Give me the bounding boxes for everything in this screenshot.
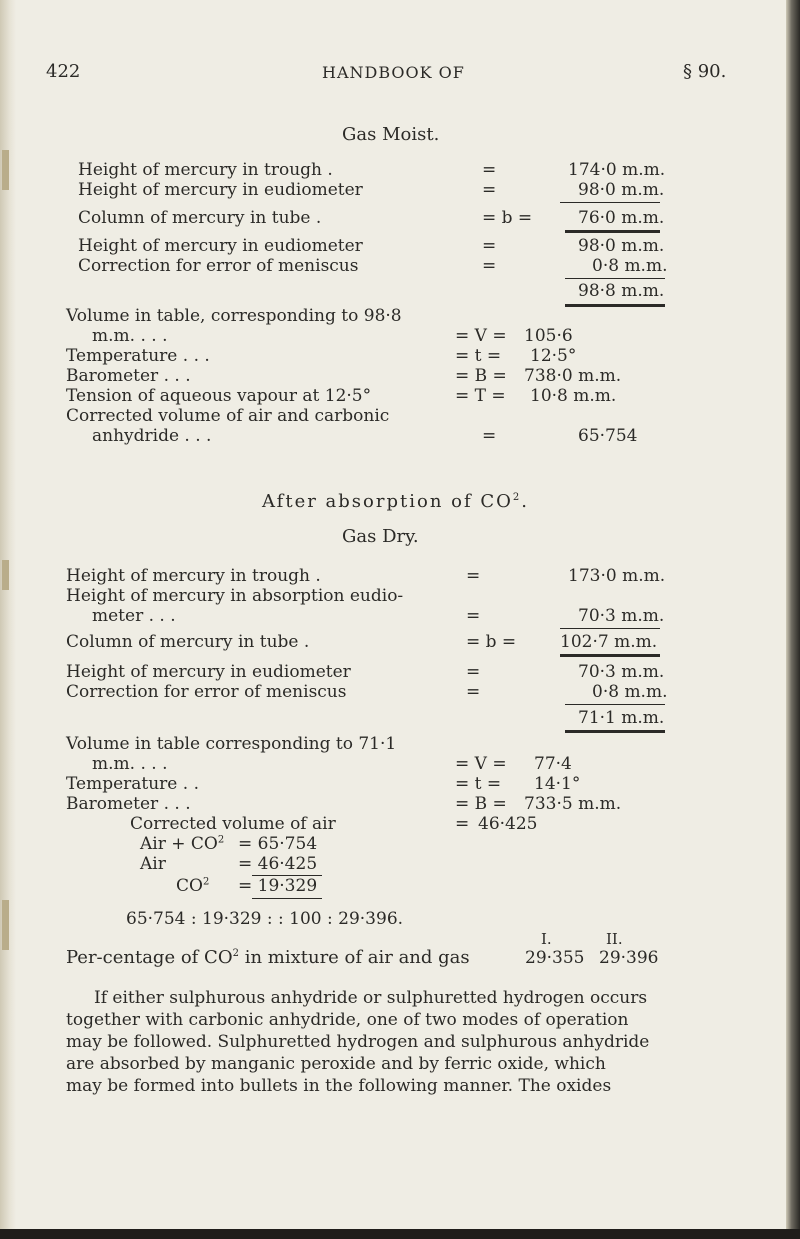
dry-volume-value: 77·4 bbox=[534, 754, 572, 774]
moist-eudio-op: = bbox=[482, 180, 497, 200]
dry-volume-op: = V = bbox=[455, 754, 507, 774]
binding-mark bbox=[2, 150, 9, 190]
moist-trough-op: = bbox=[482, 160, 497, 180]
gas-moist-heading: Gas Moist. bbox=[342, 124, 440, 145]
moist-volume-op: = V = bbox=[455, 326, 507, 346]
dry-eudio2-op: = bbox=[466, 662, 481, 682]
binding-mark bbox=[2, 900, 9, 950]
page-edge-right bbox=[786, 0, 800, 1239]
percentage-label bbox=[66, 948, 470, 968]
dry-volume-line1: Volume in table corresponding to 71·1 bbox=[66, 734, 397, 754]
section-number: § 90. bbox=[683, 61, 727, 82]
calc-air-co2-value: = 65·754 bbox=[238, 834, 318, 854]
dry-eudio-label: meter . . . bbox=[92, 606, 176, 626]
moist-corrected-line1: Corrected volume of air and carbonic bbox=[66, 406, 390, 426]
dry-sum: 71·1 m.m. bbox=[578, 708, 665, 728]
calc-col-ii: II. bbox=[606, 930, 623, 948]
moist-correction-label: Correction for error of meniscus bbox=[78, 256, 359, 276]
absorption-heading-text: After absorption of CO bbox=[262, 491, 513, 512]
moist-correction-op: = bbox=[482, 256, 497, 276]
dry-column-label: Column of mercury in tube . bbox=[66, 632, 310, 652]
moist-tension-label: Tension of aqueous vapour at 12·5° bbox=[66, 386, 372, 406]
dry-temperature-value: 14·1° bbox=[534, 774, 581, 794]
calc-co2-value: = 19·329 bbox=[238, 876, 318, 896]
moist-volume-line1: Volume in table, corresponding to 98·8 bbox=[66, 306, 402, 326]
binding-strip bbox=[0, 0, 16, 1239]
paragraph-line: If either sulphurous anhydride or sulphuretted hydrogen occurs bbox=[94, 988, 648, 1008]
rule bbox=[560, 202, 660, 203]
moist-correction-value: 0·8 m.m. bbox=[592, 256, 668, 276]
moist-tension-value: 10·8 m.m. bbox=[530, 386, 617, 406]
dry-barometer-op: = B = bbox=[455, 794, 507, 814]
moist-eudio2-op: = bbox=[482, 236, 497, 256]
moist-eudio2-value: 98·0 m.m. bbox=[578, 236, 665, 256]
rule bbox=[565, 230, 660, 233]
percentage-ii: 29·396 bbox=[599, 948, 659, 968]
dry-correction-value: 0·8 m.m. bbox=[592, 682, 668, 702]
moist-volume-value: 105·6 bbox=[524, 326, 573, 346]
percentage-sup: 2 bbox=[232, 948, 239, 959]
dry-temperature-label: Temperature . . bbox=[66, 774, 199, 794]
page-edge-bottom bbox=[0, 1229, 800, 1239]
calc-air-label: Air bbox=[140, 854, 166, 874]
calc-co2-sup: 2 bbox=[202, 876, 210, 888]
dry-corrected-op: = bbox=[455, 814, 470, 834]
calc-proportion: 65·754 : 19·329 : : 100 : 29·396. bbox=[126, 909, 404, 929]
moist-temperature-op: = t = bbox=[455, 346, 502, 366]
moist-corrected-value: 65·754 bbox=[578, 426, 638, 446]
moist-eudio-value: 98·0 m.m. bbox=[578, 180, 665, 200]
moist-trough-value: 174·0 m.m. bbox=[568, 160, 666, 180]
dry-column-op: = b = bbox=[466, 632, 517, 652]
paragraph-line: may be formed into bullets in the following manner. The oxides bbox=[66, 1076, 612, 1096]
percentage-label-b: in mixture of air and gas bbox=[238, 947, 470, 968]
moist-column-op: = b = bbox=[482, 208, 533, 228]
moist-barometer-label: Barometer . . . bbox=[66, 366, 191, 386]
moist-barometer-op: = B = bbox=[455, 366, 507, 386]
dry-barometer-value: 733·5 m.m. bbox=[524, 794, 622, 814]
absorption-heading bbox=[262, 492, 529, 512]
paragraph-line: are absorbed by manganic peroxide and by ferric oxide, which bbox=[66, 1054, 606, 1074]
rule bbox=[565, 704, 665, 705]
moist-sum: 98·8 m.m. bbox=[578, 281, 665, 301]
paragraph-line: may be followed. Sulphuretted hydrogen and sulphurous anhydride bbox=[66, 1032, 650, 1052]
rule bbox=[565, 278, 665, 279]
calc-air-co2-sup: 2 bbox=[217, 834, 225, 846]
paragraph-line: together with carbonic anhydride, one of two modes of operation bbox=[66, 1010, 629, 1030]
running-title: HANDBOOK OF bbox=[322, 63, 465, 82]
calc-air-value: = 46·425 bbox=[238, 854, 318, 874]
moist-corrected-op: = bbox=[482, 426, 497, 446]
moist-column-value: 76·0 m.m. bbox=[578, 208, 665, 228]
dry-temperature-op: = t = bbox=[455, 774, 502, 794]
moist-trough-label: Height of mercury in trough . bbox=[78, 160, 333, 180]
dry-barometer-label: Barometer . . . bbox=[66, 794, 191, 814]
rule bbox=[565, 730, 665, 733]
rule bbox=[252, 898, 322, 899]
dry-trough-value: 173·0 m.m. bbox=[568, 566, 666, 586]
absorption-heading-sup: 2 bbox=[512, 492, 522, 503]
moist-eudio2-label: Height of mercury in eudiometer bbox=[78, 236, 363, 256]
calc-col-i: I. bbox=[541, 930, 552, 948]
binding-mark bbox=[2, 560, 9, 590]
dry-volume-label: m.m. . . . bbox=[92, 754, 168, 774]
rule bbox=[560, 628, 660, 629]
calc-co2-label bbox=[176, 876, 209, 896]
calc-air-co2-text: Air + CO bbox=[140, 834, 218, 854]
dry-corrected-label: Corrected volume of air bbox=[130, 814, 336, 834]
dry-eudio-value: 70·3 m.m. bbox=[578, 606, 665, 626]
dry-correction-op: = bbox=[466, 682, 481, 702]
moist-temperature-value: 12·5° bbox=[530, 346, 577, 366]
dry-eudio2-label: Height of mercury in eudiometer bbox=[66, 662, 351, 682]
dry-correction-label: Correction for error of meniscus bbox=[66, 682, 347, 702]
dry-eudio-op: = bbox=[466, 606, 481, 626]
percentage-label-a: Per-centage of CO bbox=[66, 947, 233, 968]
moist-corrected-label: anhydride . . . bbox=[92, 426, 212, 446]
dry-column-value: 102·7 m.m. bbox=[560, 632, 658, 652]
percentage-i: 29·355 bbox=[525, 948, 585, 968]
moist-barometer-value: 738·0 m.m. bbox=[524, 366, 622, 386]
dry-eudio2-value: 70·3 m.m. bbox=[578, 662, 665, 682]
moist-eudio-label: Height of mercury in eudiometer bbox=[78, 180, 363, 200]
dry-corrected-value: 46·425 bbox=[478, 814, 538, 834]
gas-dry-heading: Gas Dry. bbox=[342, 526, 419, 547]
absorption-heading-end: . bbox=[521, 491, 530, 512]
dry-trough-op: = bbox=[466, 566, 481, 586]
calc-air-co2-label bbox=[140, 834, 224, 854]
moist-column-label: Column of mercury in tube . bbox=[78, 208, 322, 228]
dry-trough-label: Height of mercury in trough . bbox=[66, 566, 321, 586]
moist-temperature-label: Temperature . . . bbox=[66, 346, 210, 366]
calc-co2-text: CO bbox=[176, 876, 203, 896]
dry-eudio-line1: Height of mercury in absorption eudio- bbox=[66, 586, 404, 606]
moist-volume-label: m.m. . . . bbox=[92, 326, 168, 346]
moist-tension-op: = T = bbox=[455, 386, 506, 406]
page-number: 422 bbox=[46, 61, 81, 82]
rule bbox=[565, 304, 665, 307]
rule bbox=[560, 654, 660, 657]
